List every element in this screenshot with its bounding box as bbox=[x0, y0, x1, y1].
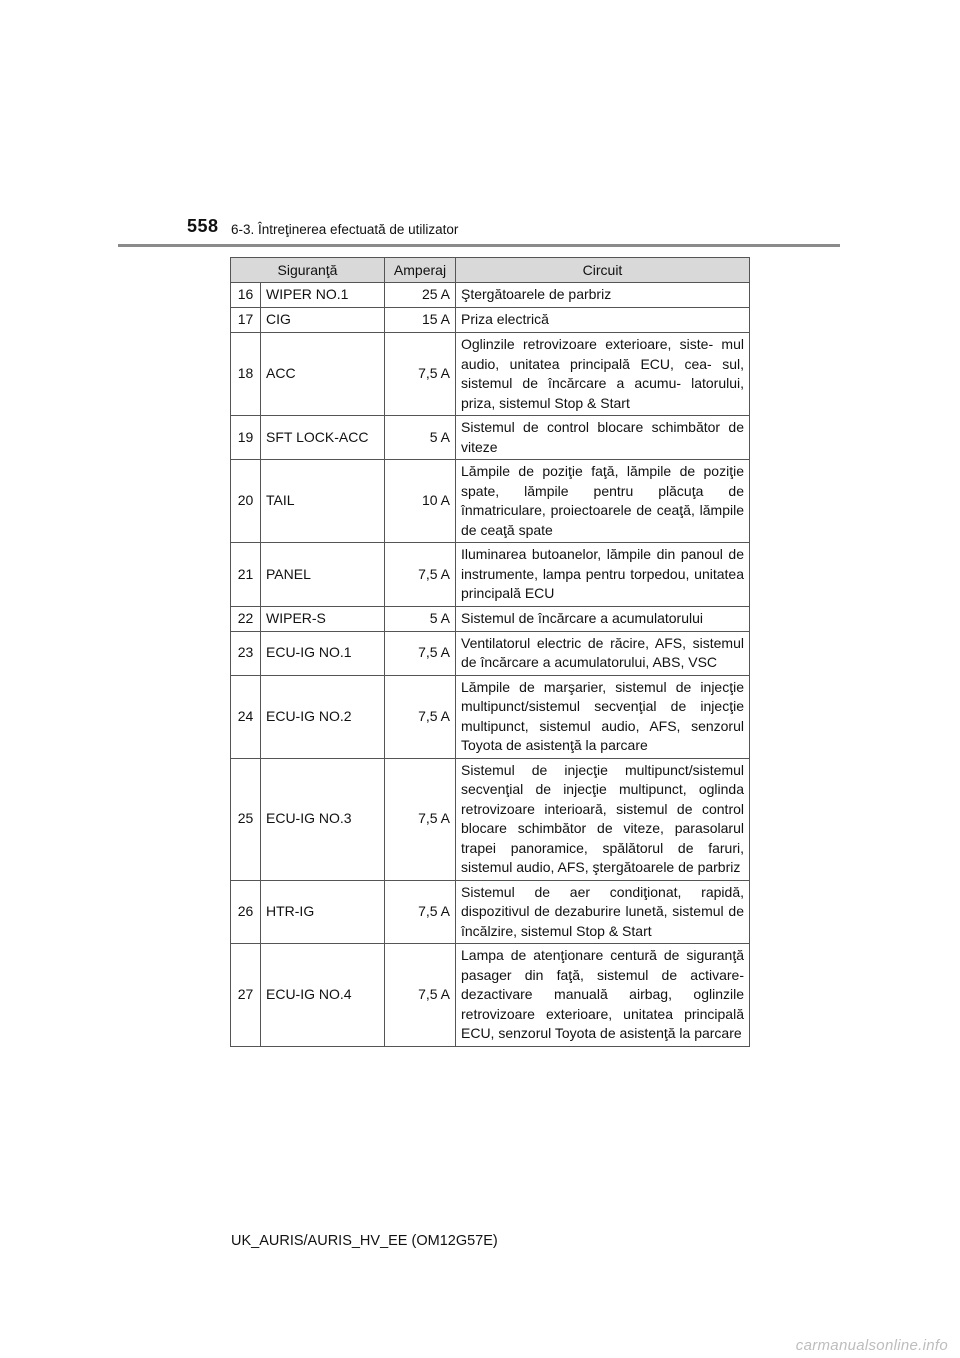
table-row bbox=[231, 543, 750, 607]
fuse-number-cell: 18 bbox=[231, 333, 261, 416]
fuse-name-cell: TAIL bbox=[261, 460, 385, 543]
watermark-logo: carmanualsonline.info bbox=[795, 1337, 948, 1354]
fuse-number-cell: 21 bbox=[231, 543, 261, 607]
fuse-name-cell: PANEL bbox=[261, 543, 385, 607]
fuse-number-cell: 19 bbox=[231, 416, 261, 460]
table-row bbox=[231, 944, 750, 1047]
table-row bbox=[231, 631, 750, 675]
header-divider bbox=[118, 244, 840, 247]
table-row bbox=[231, 416, 750, 460]
fuse-table bbox=[230, 257, 750, 1047]
fuse-number-cell: 16 bbox=[231, 283, 261, 308]
fuse-name-cell: ECU-IG NO.1 bbox=[261, 631, 385, 675]
circuit-cell: Lămpile de marşarier, sistemul de injecţie multipunct/sistemul secvenţial de injecţie multipunct, sistemul audio, AFS, senzorul Toyota de asistenţă la parcare bbox=[456, 675, 750, 758]
fuse-name-cell: ECU-IG NO.4 bbox=[261, 944, 385, 1047]
circuit-cell: Sistemul de control blocare schimbător de viteze bbox=[456, 416, 750, 460]
circuit-cell: Sistemul de injecţie multipunct/sistemul secvenţial de injecţie multipunct, oglinda retrovizoare interioară, sistemul de control blocare schimbător de viteze, parasolarul trapei panoramice, spălătorul de faruri, sistemul audio, AFS, ştergătoarele de parbriz bbox=[456, 758, 750, 880]
circuit-cell: Lămpile de poziţie faţă, lămpile de poziţie spate, lămpile pentru plăcuţa de înmatriculare, proiectoarele de ceaţă, lămpile de ceaţă spate bbox=[456, 460, 750, 543]
fuse-name-cell: CIG bbox=[261, 308, 385, 333]
fuse-number-cell: 17 bbox=[231, 308, 261, 333]
column-header-circuit: Circuit bbox=[456, 258, 750, 283]
fuse-name-cell: HTR-IG bbox=[261, 880, 385, 944]
amperage-cell: 7,5 A bbox=[385, 944, 456, 1047]
table-header-row bbox=[231, 258, 750, 283]
circuit-cell: Ventilatorul electric de răcire, AFS, sistemul de încărcare a acumulatorului, ABS, VSC bbox=[456, 631, 750, 675]
fuse-number-cell: 26 bbox=[231, 880, 261, 944]
circuit-cell: Lampa de atenţionare centură de siguranţă pasager din faţă, sistemul de activare-dezactivare manuală airbag, oglinzile retrovizoare exterioare, unitatea principală ECU, senzorul Toyota de asistenţă la parcare bbox=[456, 944, 750, 1047]
page-number: 558 bbox=[187, 216, 219, 236]
table-row bbox=[231, 308, 750, 333]
amperage-cell: 7,5 A bbox=[385, 758, 456, 880]
amperage-cell: 5 A bbox=[385, 416, 456, 460]
circuit-cell: Priza electrică bbox=[456, 308, 750, 333]
amperage-cell: 7,5 A bbox=[385, 631, 456, 675]
fuse-number-cell: 25 bbox=[231, 758, 261, 880]
section-title: 6-3. Întreţinerea efectuată de utilizator bbox=[231, 222, 459, 237]
amperage-cell: 7,5 A bbox=[385, 880, 456, 944]
fuse-name-cell: ECU-IG NO.2 bbox=[261, 675, 385, 758]
amperage-cell: 7,5 A bbox=[385, 675, 456, 758]
fuse-number-cell: 20 bbox=[231, 460, 261, 543]
fuse-number-cell: 22 bbox=[231, 606, 261, 631]
circuit-cell: Iluminarea butoanelor, lămpile din panoul de instrumente, lampa pentru torpedou, unitatea principală ECU bbox=[456, 543, 750, 607]
table-row bbox=[231, 606, 750, 631]
table-row bbox=[231, 283, 750, 308]
amperage-cell: 7,5 A bbox=[385, 543, 456, 607]
table-row bbox=[231, 880, 750, 944]
fuse-number-cell: 23 bbox=[231, 631, 261, 675]
column-header-fuse: Siguranţă bbox=[231, 258, 385, 283]
fuse-name-cell: WIPER-S bbox=[261, 606, 385, 631]
table-body bbox=[231, 283, 750, 1047]
circuit-cell: Sistemul de aer condiţionat, rapidă, dispozitivul de dezaburire lunetă, sistemul de încălzire, sistemul Stop & Start bbox=[456, 880, 750, 944]
amperage-cell: 15 A bbox=[385, 308, 456, 333]
fuse-name-cell: ECU-IG NO.3 bbox=[261, 758, 385, 880]
footer-model-code: UK_AURIS/AURIS_HV_EE (OM12G57E) bbox=[231, 1233, 498, 1249]
circuit-cell: Ştergătoarele de parbriz bbox=[456, 283, 750, 308]
fuse-name-cell: WIPER NO.1 bbox=[261, 283, 385, 308]
circuit-cell: Sistemul de încărcare a acumulatorului bbox=[456, 606, 750, 631]
amperage-cell: 10 A bbox=[385, 460, 456, 543]
table-row bbox=[231, 758, 750, 880]
amperage-cell: 7,5 A bbox=[385, 333, 456, 416]
column-header-amperage: Amperaj bbox=[385, 258, 456, 283]
fuse-name-cell: ACC bbox=[261, 333, 385, 416]
table-row bbox=[231, 675, 750, 758]
fuse-number-cell: 27 bbox=[231, 944, 261, 1047]
amperage-cell: 5 A bbox=[385, 606, 456, 631]
table-row bbox=[231, 460, 750, 543]
amperage-cell: 25 A bbox=[385, 283, 456, 308]
table-row bbox=[231, 333, 750, 416]
circuit-cell: Oglinzile retrovizoare exterioare, siste- mul audio, unitatea principală ECU, cea- sul, sistemul de încărcare a acumu- latorului, priza, sistemul Stop & Start bbox=[456, 333, 750, 416]
fuse-name-cell: SFT LOCK-ACC bbox=[261, 416, 385, 460]
fuse-number-cell: 24 bbox=[231, 675, 261, 758]
